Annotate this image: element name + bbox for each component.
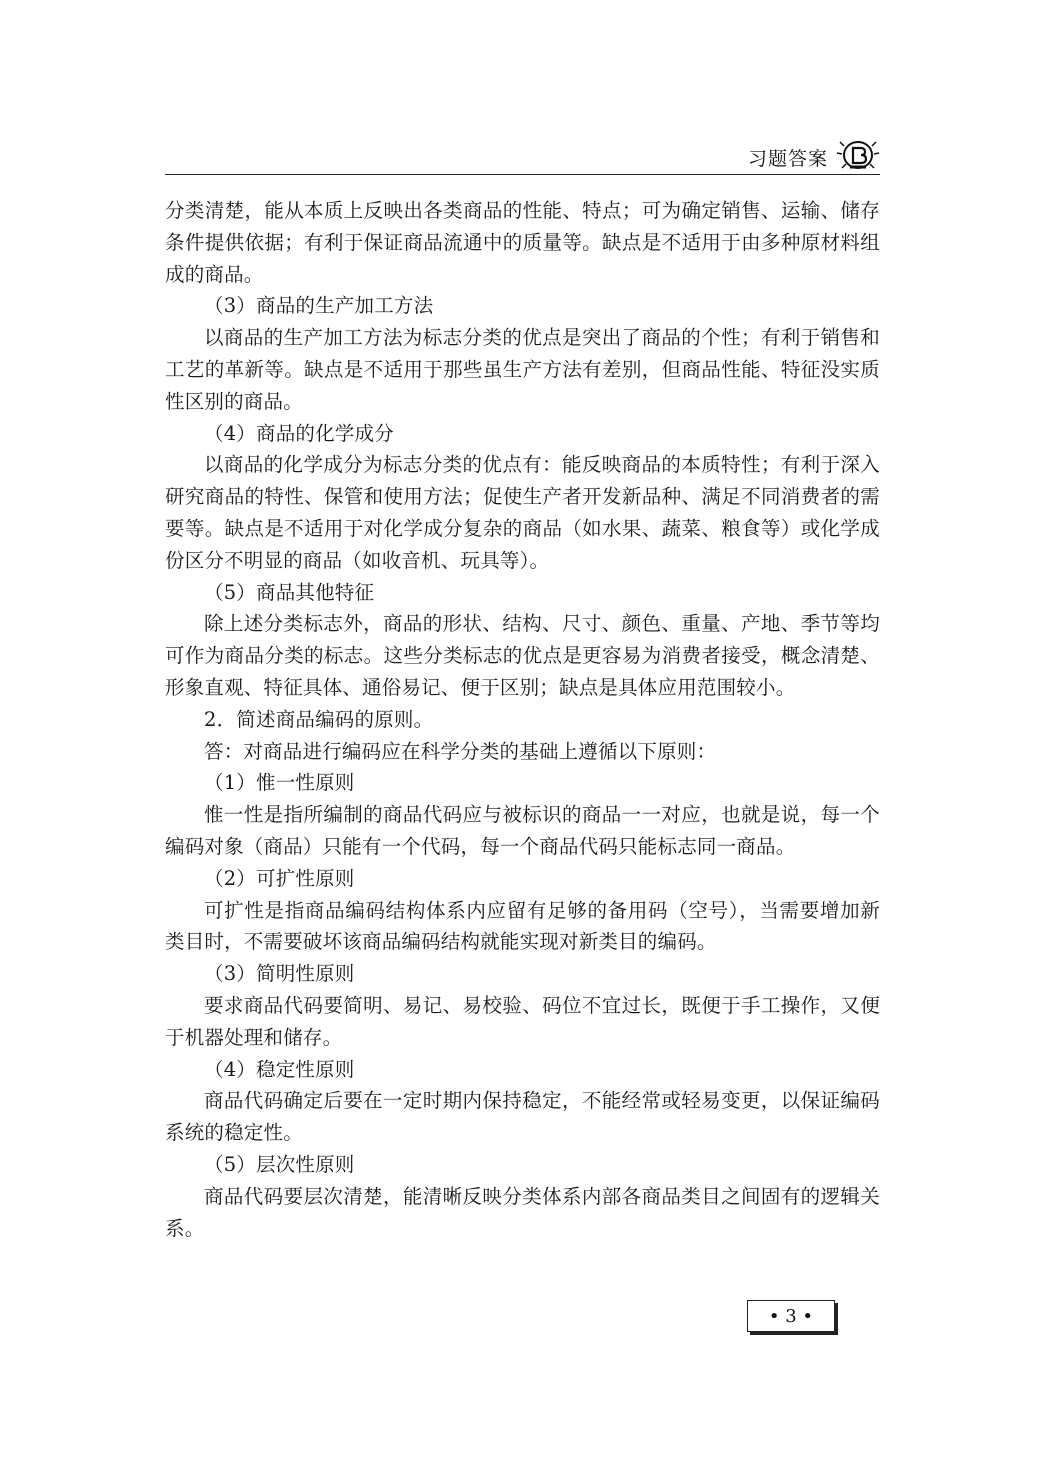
page-number: • 3 • xyxy=(768,1305,814,1327)
page-header xyxy=(165,140,880,175)
paragraph: （5）层次性原则 xyxy=(204,1152,355,1176)
paragraph: 惟一性是指所编制的商品代码应与被标识的商品一一对应，也就是说，每一个编码对象（商品）只能有一个代码，每一个商品代码只能标志同一商品。 xyxy=(165,803,880,858)
header-title: 习题答案 xyxy=(747,148,828,170)
paragraph: 商品代码确定后要在一定时期内保持稳定，不能经常或轻易变更，以保证编码系统的稳定性。 xyxy=(165,1089,880,1145)
paragraph: （5）商品其他特征 xyxy=(204,580,375,604)
paragraph: （2）可扩性原则 xyxy=(204,866,355,890)
paragraph: （1）惟一性原则 xyxy=(204,771,355,795)
paragraph: 2．简述商品编码的原则。 xyxy=(204,707,434,731)
page-number-box xyxy=(747,1300,835,1332)
paragraph: （3）简明性原则 xyxy=(204,962,355,986)
paragraph: （3）商品的生产加工方法 xyxy=(204,294,434,318)
paragraph: 以商品的生产加工方法为标志分类的优点是突出了商品的个性；有利于销售和工艺的革新等。缺点是不适用于那些虽生产方法有差别，但商品性能、特征没实质性区别的商品。 xyxy=(165,326,880,413)
paragraph: 以商品的化学成分为标志分类的优点有：能反映商品的本质特性；有利于深入研究商品的特性、保管和使用方法；促使生产者开发新品种、满足不同消费者的需要等。缺点是不适用于对化学成分复杂的商品（如水果、蔬菜、粮食等）或化学成份区分不明显的商品（如收音机、玩具等）。 xyxy=(165,453,880,572)
paragraph: 除上述分类标志外，商品的形状、结构、尺寸、颜色、重量、产地、季节等均可作为商品分类的标志。这些分类标志的优点是更容易为消费者接受，概念清楚、形象直观、特征具体、通俗易记、便于区别；缺点是具体应用范围较小。 xyxy=(165,612,880,699)
paragraph: （4）稳定性原则 xyxy=(204,1057,355,1081)
paragraph: （4）商品的化学成分 xyxy=(204,421,394,445)
paragraph: 要求商品代码要简明、易记、易校验、码位不宜过长，既便于手工操作，又便于机器处理和储存。 xyxy=(165,993,880,1049)
book-emblem-icon xyxy=(836,140,880,172)
paragraph: 答：对商品进行编码应在科学分类的基础上遵循以下原则： xyxy=(204,739,717,763)
paragraph: 商品代码要层次清楚，能清晰反映分类体系内部各商品类目之间固有的逻辑关系。 xyxy=(165,1184,880,1240)
body-text xyxy=(165,195,880,1244)
paragraph: 分类清楚，能从本质上反映出各类商品的性能、特点；可为确定销售、运输、储存条件提供依据；有利于保证商品流通中的质量等。缺点是不适用于由多种原材料组成的商品。 xyxy=(165,199,880,286)
paragraph: 可扩性是指商品编码结构体系内应留有足够的备用码（空号），当需要增加新类目时，不需要破坏该商品编码结构就能实现对新类目的编码。 xyxy=(165,898,880,954)
